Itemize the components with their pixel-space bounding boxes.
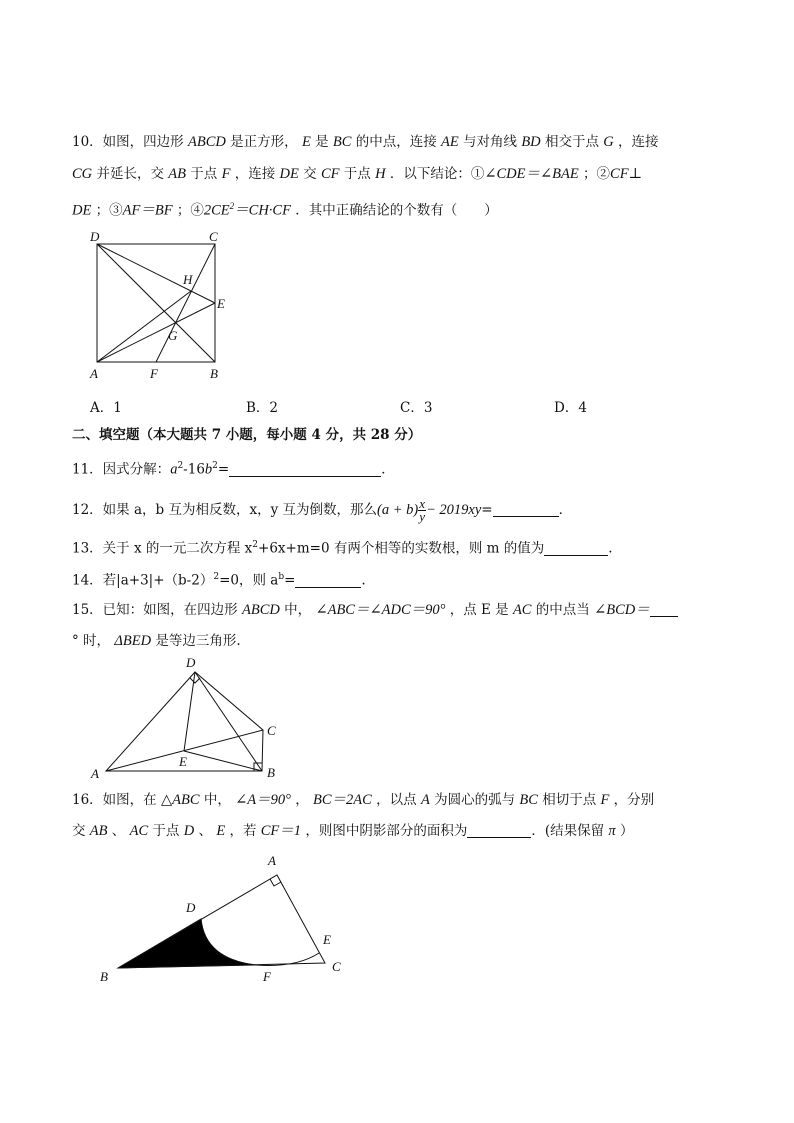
q10-line-3: DE ；③AF＝BF ；$④2CE^2=CH\cdot CF$ ．其中正确结论的个数有（ ）	[72, 201, 498, 219]
label-f: F	[150, 366, 158, 381]
label-c: C	[332, 959, 341, 974]
label-f: F	[263, 969, 271, 984]
q15-line-1: 15．已知：如图，在四边形 ABCD 中， ∠ABC＝∠ADC＝90° ，点 E 是 AC 的中点当 ∠BCD＝	[72, 600, 678, 620]
segment-de	[97, 244, 215, 303]
q11-answer-blank[interactable]	[229, 462, 381, 477]
label-e: E	[323, 932, 331, 947]
q11: 11．因式分解：$a^2-16b^2=$ ．	[72, 461, 395, 478]
section-2-heading: 二、填空题（本大题共 7 小题，每小题 4 分，共 28 分）	[72, 427, 422, 443]
label-c: C	[267, 723, 276, 738]
q10-line-1: 10．如图，四边形 ABCD 是正方形， E 是 BC 的中点，连接 AE 与对角线 BD 相交于点 G ，连接	[72, 134, 659, 150]
label-c: C	[209, 229, 218, 244]
label-a: A	[268, 853, 276, 868]
label-b: B	[267, 765, 275, 780]
segment-ae	[97, 303, 215, 362]
q13: 13．关于 x 的一元二次方程 $x^2+6x+m=0$ 有两个相等的实数根，则 m 的值为 .	[72, 540, 613, 557]
square-figure	[80, 226, 240, 386]
label-b: B	[100, 969, 108, 984]
label-d: D	[186, 900, 196, 915]
q12: 12．如果 a，b 互为相反数，x，y 互为倒数，那么(a + b) $\frac{x}{y}$ − 2019xy= ．	[72, 496, 573, 524]
option-d[interactable]: D．4	[554, 400, 587, 416]
q14-answer-blank[interactable]	[295, 573, 361, 588]
segment-ah	[97, 291, 191, 362]
label-e: E	[179, 754, 187, 769]
q12-fraction: $\frac{x}{y}$	[419, 496, 425, 524]
q12-answer-blank[interactable]	[493, 502, 559, 517]
label-a: A	[90, 366, 98, 381]
segment-de	[184, 672, 195, 751]
q15-line-2: ° 时， ΔBED 是等边三角形.	[72, 633, 241, 649]
label-h: H	[183, 272, 193, 287]
right-angle-d	[190, 678, 200, 683]
option-c[interactable]: C．3	[400, 400, 433, 416]
q16-answer-blank[interactable]	[467, 823, 531, 838]
q16-line-2: 交 AB 、 AC 于点 D 、 E ，若 CF＝1 ，则图中阴影部分的面积为 ．(结果保留 π ）	[72, 823, 634, 839]
q10-line-2: CG 并延长，交 AB 于点 F ，连接 DE 交 CF 于点 H ．以下结论：①∠CDE＝∠BAE ；②CF⊥	[72, 166, 643, 182]
quadrilateral-figure	[86, 654, 286, 782]
label-b: B	[210, 366, 218, 381]
diagonal-bd	[97, 244, 215, 362]
label-d: D	[90, 229, 100, 244]
label-d: D	[186, 655, 196, 670]
q16-line-1: 16．如图，在 △ABC 中， ∠A＝90° ， BC＝2AC ，以点 A 为圆心的弧与 BC 相切于点 F ，分别	[72, 792, 655, 808]
segment-cf	[156, 244, 215, 362]
q14: 14．若$|a+3|+(b-2)^2=0$，则 $a^b=$ .	[72, 572, 366, 589]
option-b[interactable]: B．2	[246, 400, 279, 416]
label-a: A	[91, 766, 99, 781]
option-a[interactable]: A．1	[90, 400, 122, 416]
triangle-figure	[96, 850, 356, 990]
label-g: G	[168, 328, 178, 343]
q13-answer-blank[interactable]	[544, 541, 608, 556]
q15-answer-blank[interactable]	[650, 602, 678, 617]
label-e: E	[217, 296, 225, 311]
